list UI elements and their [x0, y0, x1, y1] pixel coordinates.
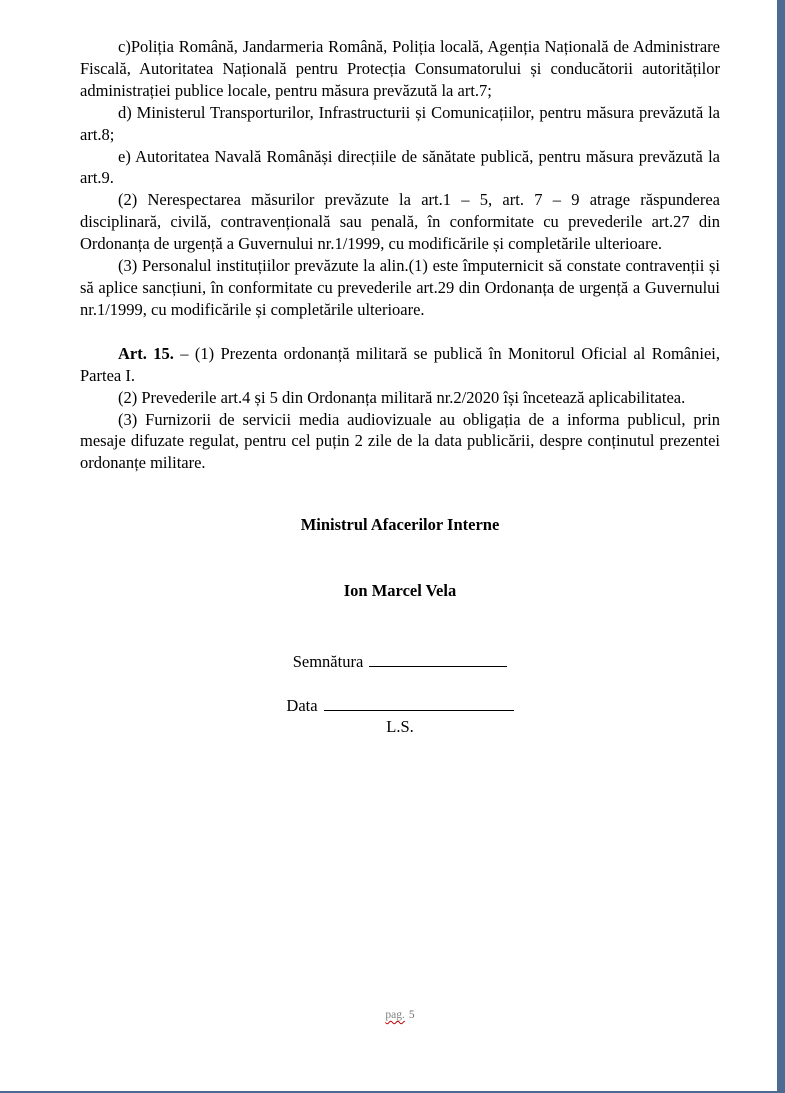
- window-edge-right: [777, 0, 785, 1093]
- article-15-label: Art. 15.: [118, 343, 174, 363]
- paragraph-d: d) Ministerul Transporturilor, Infrastructurii și Comunicațiilor, pentru măsura prevăzută la art.8;: [80, 102, 720, 144]
- paragraph-c: c)Poliția Română, Jandarmeria Română, Poliția locală, Agenția Națională de Administrare Fiscală, Autoritatea Națională pentru Protecția Consumatorului și conducătorii autorităților administrației publice locale, pentru măsura prevăzută la art.7;: [80, 37, 720, 100]
- paragraph-2: (2) Nerespectarea măsurilor prevăzute la art.1 – 5, art. 7 – 9 atrage răspunderea disciplinară, civilă, contravențională sau penală, în conformitate cu prevederile art.27 din Ordonanța de urgență a Guvernului nr.1/1999, cu modificările și completările ulterioare.: [80, 190, 720, 254]
- footer-page-number: 5: [408, 1009, 415, 1021]
- document-body: [80, 36, 720, 737]
- date-row: [80, 693, 720, 717]
- signature-blank-line: [369, 649, 507, 667]
- blank-line-spacer: [80, 321, 720, 343]
- footer-page-label: pag.: [385, 1009, 405, 1021]
- date-label: Data: [286, 695, 318, 715]
- article-15-paragraph-2: (2) Prevederile art.4 și 5 din Ordonanța militară nr.2/2020 își încetează aplicabilitatea.: [118, 387, 686, 407]
- signature-row: [80, 649, 720, 673]
- article-15-paragraph-3: (3) Furnizorii de servicii media audiovizuale au obligația de a informa publicul, prin mesaje difuzate regulat, pentru cel puțin 2 zile de la data publicării, despre conținutul prezentei ordonanțe militare.: [80, 409, 720, 473]
- date-blank-line: [324, 693, 514, 711]
- article-15-text: – (1) Prezenta ordonanță militară se publică în Monitorul Oficial al României, Partea I.: [80, 343, 720, 385]
- minister-title: Ministrul Afacerilor Interne: [300, 515, 500, 535]
- minister-name: Ion Marcel Vela: [343, 581, 457, 601]
- paragraph-e: e) Autoritatea Navală Românăși direcțiile de sănătate publică, pentru măsura prevăzută la art.9.: [80, 146, 720, 188]
- seal-label: L.S.: [386, 716, 414, 736]
- page-footer: [80, 1007, 720, 1023]
- paragraph-3: (3) Personalul instituțiilor prevăzute la alin.(1) este împuternicit să constate contravenții și să aplice sancțiuni, în conformitate cu prevederile art.29 din Ordonanța de urgență a Guvernului nr.1/1999, cu modificările și completările ulterioare.: [80, 256, 720, 319]
- article-15-paragraph-1: [80, 343, 720, 387]
- signature-label: Semnătura: [292, 652, 364, 672]
